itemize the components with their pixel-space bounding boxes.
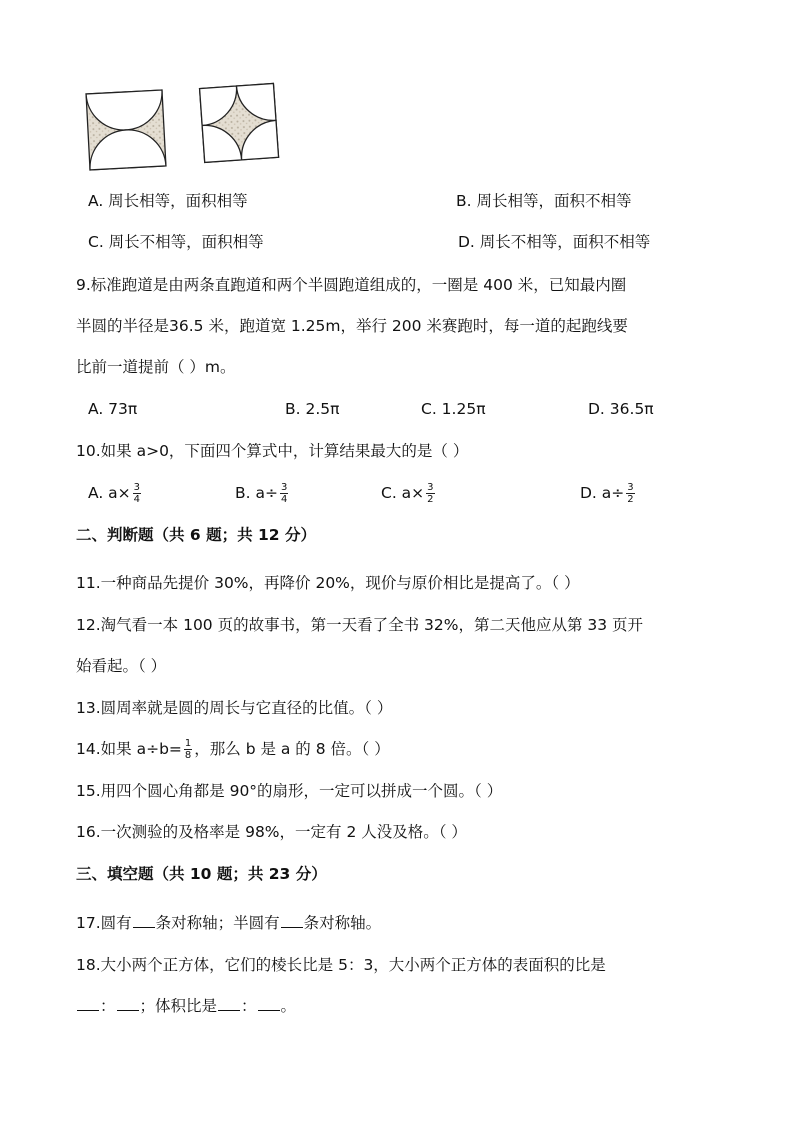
q16: 16.一次测验的及格率是 98%，一定有 2 人没及格。（ ） — [76, 823, 467, 841]
section3-title: 三、填空题（共 10 题；共 23 分） — [76, 865, 327, 883]
q9-line-1: 9.标准跑道是由两条直跑道和两个半圆跑道组成的，一圈是 400 米，已知最内圈 — [76, 276, 627, 294]
q9-line-2: 半圆的半径是36.5 米，跑道宽 1.25m，举行 200 米赛跑时，每一道的起跑线要 — [76, 317, 628, 335]
q11: 11.一种商品先提价 30%，再降价 20%，现价与原价相比是提高了。（ ） — [76, 574, 580, 592]
q8-option-c: C. 周长不相等，面积相等 — [88, 233, 264, 251]
q18-blank-3 — [218, 996, 240, 1011]
q17-blank-1 — [133, 913, 155, 928]
q17-blank-2 — [281, 913, 303, 928]
q10-option-b: B. a÷ $\frac{3}{4}$ — [235, 482, 288, 505]
q8-option-b: B. 周长相等，面积不相等 — [456, 192, 632, 210]
q12-line-1: 12.淘气看一本 100 页的故事书，第一天看了全书 32%，第二天他应从第 33 页开 — [76, 616, 644, 634]
q9-option-b: B. 2.5π — [285, 400, 340, 418]
q9-option-c: C. 1.25π — [421, 400, 486, 418]
q10-option-d: D. a÷ $\frac{3}{2}$ — [580, 482, 634, 505]
q9-option-d: D. 36.5π — [588, 400, 654, 418]
q15: 15.用四个圆心角都是 90°的扇形，一定可以拼成一个圆。（ ） — [76, 782, 503, 800]
q14: 14.如果 a÷b= $\frac{1}{8}$ ，那么 b 是 a 的 8 倍。（ ） — [76, 738, 390, 761]
q12-line-2: 始看起。（ ） — [76, 657, 167, 675]
q13: 13.圆周率就是圆的周长与它直径的比值。（ ） — [76, 699, 393, 717]
q8-option-d: D. 周长不相等，面积不相等 — [458, 233, 651, 251]
section2-title: 二、判断题（共 6 题；共 12 分） — [76, 526, 316, 544]
q8-option-a: A. 周长相等，面积相等 — [88, 192, 248, 210]
q9-line-3: 比前一道提前（ ）m。 — [76, 358, 236, 376]
q18-blank-4 — [258, 996, 280, 1011]
q10-option-c: C. a× $\frac{3}{2}$ — [381, 482, 434, 505]
figure-left-square — [86, 90, 166, 170]
figure-right-square — [200, 83, 279, 162]
q18-blank-1 — [77, 996, 99, 1011]
q8-figures — [80, 78, 280, 178]
q10-option-a: A. a× $\frac{3}{4}$ — [88, 482, 141, 505]
q18-line-2: ： ；体积比是 ： 。 — [76, 996, 296, 1016]
q10-stem: 10.如果 a>0，下面四个算式中，计算结果最大的是（ ） — [76, 442, 469, 460]
q17: 17.圆有 条对称轴；半圆有 条对称轴。 — [76, 914, 382, 932]
q18-blank-2 — [117, 996, 139, 1011]
q9-option-a: A. 73π — [88, 400, 138, 418]
q18-line-1: 18.大小两个正方体，它们的棱长比是 5：3，大小两个正方体的表面积的比是 — [76, 956, 606, 974]
